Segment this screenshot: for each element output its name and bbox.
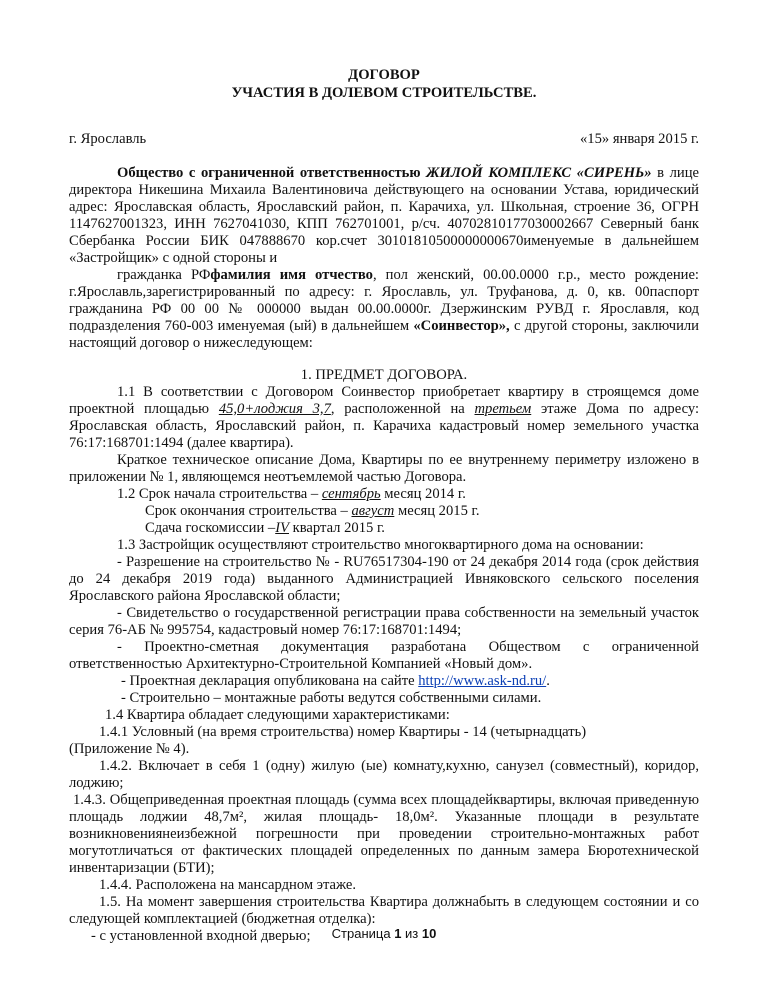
- section-heading: 1. ПРЕДМЕТ ДОГОВОРА.: [300, 367, 468, 383]
- title-line-2: УЧАСТИЯ В ДОЛЕВОМ СТРОИТЕЛЬСТВЕ.: [231, 85, 537, 101]
- clause-1-5-door: - с установленной входной дверью;: [91, 928, 311, 944]
- company-type: Общество с ограниченной ответственностью: [117, 165, 421, 181]
- commission-quarter: IV: [275, 520, 289, 536]
- clause-1-2-start-label: 1.2 Срок начала строительства –: [117, 486, 322, 502]
- ownership-certificate: - Свидетельство о государственной регистрации права собственности на земельный участок серия 76-АБ № 995754, кадастровый номер 76:17:168701:1494;: [69, 605, 699, 638]
- preamble-paragraph: [69, 165, 699, 267]
- end-month: август: [351, 503, 395, 519]
- declaration-text: - Проектная декларация опубликована на сайте: [121, 673, 419, 689]
- clause-1-4-3-text-a: 1.4.3. Общеприведенная проектная площадь (сумма всех площадейквартиры, включая приведенную площадь лоджии: [69, 792, 699, 825]
- start-month: сентябрь: [321, 486, 381, 502]
- apartment-area: 45,0+лоджия 3,7: [218, 401, 331, 417]
- clause-1-4-3-text-b: , жилая площадь-: [243, 809, 395, 825]
- building-permit: - Разрешение на строительство № - RU76517304-190 от 24 декабря 2014 года (срок действия до 24 декабря 2019 года) выданного Администрацией Ивняковского сельского поселения Ярославского района Ярославской области;: [69, 554, 699, 604]
- commission-year: квартал 2015 г.: [289, 520, 385, 536]
- document-title: [69, 66, 699, 102]
- declaration-end: .: [546, 673, 550, 689]
- clause-1-4-4: 1.4.4. Расположена на мансардном этаже.: [99, 877, 357, 893]
- citizen-prefix: гражданка РФ: [117, 267, 211, 283]
- clause-1-5: 1.5. На момент завершения строительства Квартира должнабыть в следующем состоянии и со следующей комплектацией (бюджетная отделка):: [69, 894, 699, 927]
- preamble-text-1: в лице директора Никешина Михаила Валентиновича действующего на основании Устава, юридический адрес: Ярославская область, Ярославский район, п. Карачиха, ул. Школьная, строение 36, ОГРН 1147627001323, ИНН 7627041030, КПП 762701001, р/сч. 40702810177030002667 Северный банк Сбербанка России БИК 047888670 кор.счет 30101810500000000670именуемые в дальнейшем «Застройщик» с одной стороны и: [69, 165, 700, 266]
- clause-1-3: 1.3 Застройщик осуществляют строительство многоквартирного дома на основании:: [117, 537, 644, 553]
- company-name: ЖИЛОЙ КОМПЛЕКС «СИРЕНЬ»: [426, 165, 652, 181]
- total-area: 48,7м²: [204, 809, 244, 825]
- clause-1-2-end: [69, 503, 699, 520]
- clause-1-1: [69, 384, 699, 452]
- commission-label: Сдача госкомиссии –: [145, 520, 276, 536]
- investor-term: «Соинвестор»,: [413, 318, 510, 334]
- footer-middle: из: [401, 926, 422, 941]
- footer-prefix: Страница: [331, 926, 395, 941]
- construction-works: - Строительно – монтажные работы ведутся собственными силами.: [121, 690, 542, 706]
- citizen-name: фамилия имя отчество: [210, 267, 373, 283]
- document-page: [69, 60, 699, 945]
- clause-1-4-3-text-c: . Указанные площади в результате возникновениянеизбежной погрешности при проведении строительно-монтажных работ могутотличаться от фактических площадей определенных по данным замера Бюротехнической инвентаризации (БТИ);: [69, 809, 699, 876]
- clause-1-2-end-year: месяц 2015 г.: [394, 503, 480, 519]
- clause-1-2-end-label: Срок окончания строительства –: [145, 503, 352, 519]
- current-page: 1: [394, 926, 402, 941]
- project-declaration: [69, 673, 699, 690]
- technical-description: Краткое техническое описание Дома, Квартиры по ее внутреннему периметру изложено в приложении № 1, являющемся неотъемлемой частью Договора.: [69, 452, 699, 485]
- clause-1-4-2: 1.4.2. Включает в себя 1 (одну) жилую (ые) комнату,кухню, санузел (совместный), коридор, лоджию;: [69, 758, 699, 791]
- total-pages: 10: [421, 926, 437, 941]
- contract-date: «15» января 2015 г.: [579, 131, 699, 147]
- clause-1-1-text-b: , расположенной на: [330, 401, 475, 417]
- living-area: 18,0м²: [395, 809, 435, 825]
- preamble-text-2: , пол женский, 00.00.0000 г.р., место рождение: г.Ярославль,зарегистрированный по адресу: г. Ярославль, ул. Труфанова, д. 0, кв. 00паспорт гражданина РФ 00 00 № 000000 выдан 00.00.0000г. Дзержинским РУВД г. Ярославля, код подразделения 760-003 именуемая (ый) в дальнейшем: [69, 267, 699, 334]
- clause-1-4: 1.4 Квартира обладает следующими характеристиками:: [105, 707, 450, 723]
- clause-1-1-text-a: 1.1 В соответствии с Договором Соинвестор приобретает квартиру в строящемся доме проектной площадью: [69, 384, 699, 417]
- page-footer: [0, 926, 768, 941]
- clause-1-1-text-c: этаже Дома по адресу: Ярославская область, Ярославский район, п. Карачиха кадастровый номер земельного участка 76:17:168701:1494 (далее квартира).: [69, 401, 700, 451]
- preamble-text-3: с другой стороны, заключили настоящий договор о нижеследующем:: [69, 318, 699, 351]
- design-documentation: - Проектно-сметная документация разработана Обществом с ограниченной ответственностью Архитектурно-Строительной Компанией «Новый дом».: [69, 639, 699, 672]
- clause-1-4-1-text: 1.4.1 Условный (на время строительства) номер Квартиры - 14 (четырнадцать): [99, 724, 587, 740]
- place-date-line: [69, 131, 699, 148]
- city: г. Ярославль: [69, 131, 147, 147]
- apartment-floor: третьем: [474, 401, 532, 417]
- clause-1-4-3: [69, 792, 699, 877]
- clause-1-4-1-appendix: (Приложение № 4).: [69, 741, 190, 757]
- citizen-paragraph: [69, 267, 699, 352]
- clause-1-2-commission: [69, 520, 699, 537]
- clause-1-2-start-year: месяц 2014 г.: [380, 486, 466, 502]
- title-line-1: ДОГОВОР: [348, 67, 420, 83]
- clause-1-4-1: [69, 724, 699, 741]
- clause-1-2-start: [69, 486, 699, 503]
- declaration-link[interactable]: http://www.ask-nd.ru/: [418, 673, 547, 689]
